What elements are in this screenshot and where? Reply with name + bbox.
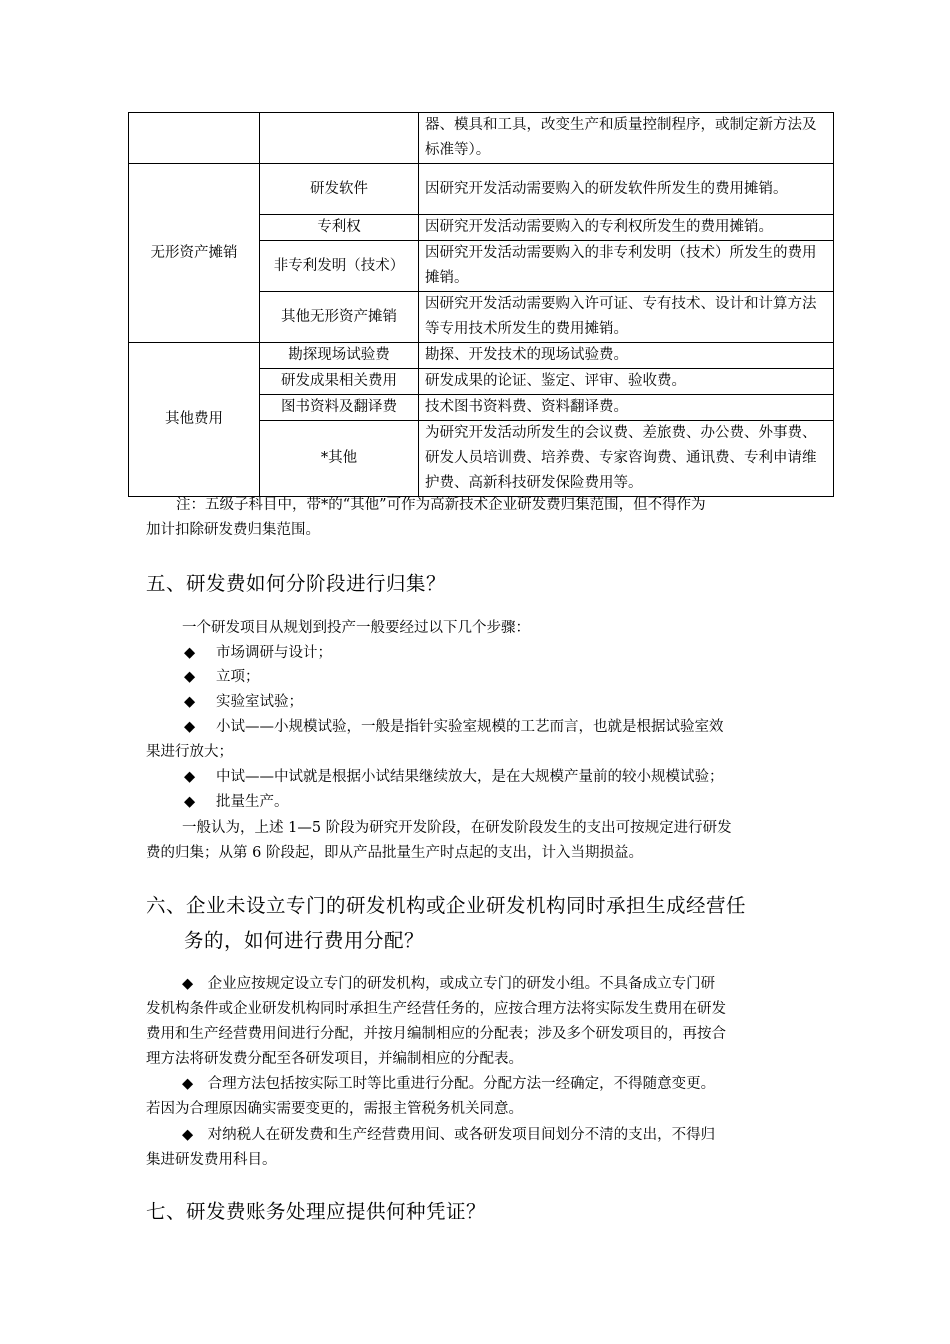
- item-cell: 研发软件: [260, 164, 419, 215]
- item-cell: 专利权: [260, 215, 419, 241]
- table-row: [129, 164, 834, 215]
- paragraph: 一个研发项目从规划到投产一般要经过以下几个步骤：: [182, 620, 530, 636]
- desc-cell: 研发成果的论证、鉴定、评审、验收费。: [419, 369, 834, 395]
- item-cell: 非专利发明（技术）: [260, 241, 419, 292]
- list-item-text: 实验室试验；: [216, 694, 303, 710]
- bullet-icon: ◆: [184, 694, 196, 710]
- table-cell: 器、模具和工具，改变生产和质量控制程序，或制定新方法及标准等）。: [419, 113, 834, 164]
- table-cell: [129, 113, 260, 164]
- bullet-icon: ◆: [184, 669, 196, 685]
- paragraph-line: ◆ 合理方法包括按实际工时等比重进行分配。分配方法一经确定，不得随意变更。: [182, 1076, 716, 1092]
- paragraph-line: 一般认为，上述 1—5 阶段为研究开发阶段，在研发阶段发生的支出可按规定进行研发: [182, 820, 732, 836]
- list-item-text: 中试——中试就是根据小试结果继续放大，是在大规模产量前的较小规模试验；: [216, 769, 724, 785]
- desc-cell: 因研究开发活动需要购入的非专利发明（技术）所发生的费用摊销。: [419, 241, 834, 292]
- group-label-other: 其他费用: [129, 343, 260, 497]
- section-heading: 六、企业未设立专门的研发机构或企业研发机构同时承担生成经营任: [146, 894, 747, 917]
- bullet-icon: ◆: [184, 794, 196, 810]
- item-cell: 图书资料及翻译费: [260, 395, 419, 421]
- desc-cell: 技术图书资料费、资料翻译费。: [419, 395, 834, 421]
- paragraph-line: 费用和生产经营费用间进行分配，并按月编制相应的分配表；涉及多个研发项目的，再按合: [146, 1026, 726, 1042]
- table-note: [146, 493, 834, 543]
- list-item: [184, 790, 289, 815]
- item-cell: 勘探现场试验费: [260, 343, 419, 369]
- note-line: 注：五级子科目中，带*的“其他”可作为高新技术企业研发费归集范围，但不得作为: [176, 497, 706, 513]
- bullet-icon: ◆: [184, 719, 196, 735]
- list-item-text: 市场调研与设计；: [216, 645, 332, 661]
- list-item: [184, 690, 303, 715]
- desc-cell: 因研究开发活动需要购入的专利权所发生的费用摊销。: [419, 215, 834, 241]
- desc-cell: 勘探、开发技术的现场试验费。: [419, 343, 834, 369]
- desc-cell: 为研究开发活动所发生的会议费、差旅费、办公费、外事费、研发人员培训费、培养费、专家咨询费、通讯费、专利申请维护费、高新科技研发保险费用等。: [419, 421, 834, 497]
- item-cell: *其他: [260, 421, 419, 497]
- paragraph-line: 理方法将研发费分配至各研发项目，并编制相应的分配表。: [146, 1051, 523, 1067]
- section-heading: 五、研发费如何分阶段进行归集？: [146, 572, 447, 595]
- list-item-text: 立项；: [216, 669, 260, 685]
- table-row: [129, 113, 834, 164]
- list-item: [184, 665, 260, 690]
- paragraph-line: 费的归集；从第 6 阶段起，即从产品批量生产时点起的支出，计入当期损益。: [146, 845, 643, 861]
- paragraph-line: 集进研发费用科目。: [146, 1152, 277, 1168]
- paragraph-line: ◆ 企业应按规定设立专门的研发机构，或成立专门的研发小组。不具备成立专门研: [182, 976, 716, 992]
- list-item: [184, 765, 724, 790]
- list-item-text: 批量生产。: [216, 794, 289, 810]
- note-line: 加计扣除研发费归集范围。: [146, 522, 320, 538]
- paragraph-line: 发机构条件或企业研发机构同时承担生产经营任务的，应按合理方法将实际发生费用在研发: [146, 1001, 726, 1017]
- desc-cell: 因研究开发活动需要购入的研发软件所发生的费用摊销。: [419, 164, 834, 215]
- bullet-icon: ◆: [184, 769, 196, 785]
- table-row: [129, 343, 834, 369]
- paragraph-line: ◆ 对纳税人在研发费和生产经营费用间、或各研发项目间划分不清的支出，不得归: [182, 1127, 716, 1143]
- list-item-text: 小试——小规模试验，一般是指针实验室规模的工艺而言，也就是根据试验室效: [216, 719, 724, 735]
- item-cell: 其他无形资产摊销: [260, 292, 419, 343]
- desc-cell: 因研究开发活动需要购入许可证、专有技术、设计和计算方法等专用技术所发生的费用摊销。: [419, 292, 834, 343]
- section-heading: 七、研发费账务处理应提供何种凭证？: [146, 1200, 487, 1223]
- group-label-intangible: 无形资产摊销: [129, 164, 260, 343]
- item-cell: 研发成果相关费用: [260, 369, 419, 395]
- list-item: [184, 715, 724, 740]
- bullet-icon: ◆: [184, 645, 196, 661]
- paragraph-line: 若因为合理原因确实需要变更的，需报主管税务机关同意。: [146, 1101, 523, 1117]
- list-item: [184, 641, 332, 666]
- list-item-continuation: 果进行放大；: [146, 744, 233, 760]
- section-heading-cont: 务的，如何进行费用分配？: [184, 929, 425, 952]
- rd-expense-table: [128, 112, 834, 497]
- table-cell: [260, 113, 419, 164]
